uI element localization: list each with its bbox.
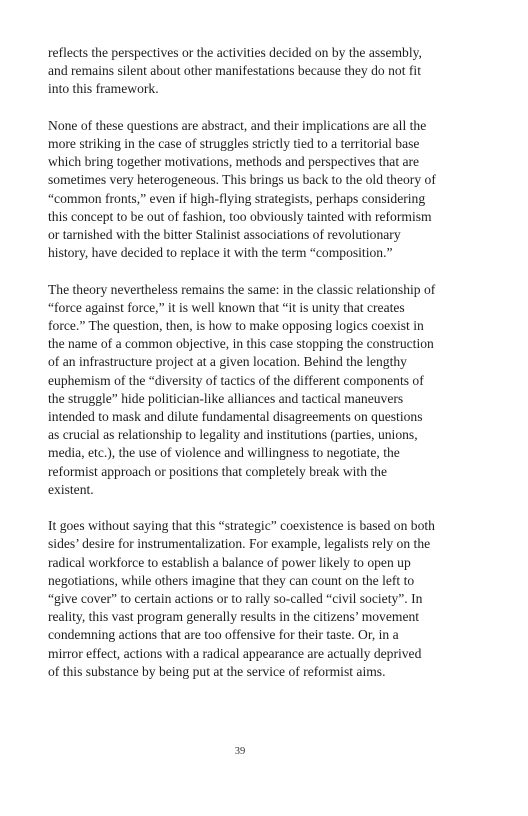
paragraph: None of these questions are abstract, and their implications are all the more striking in the case of struggles strictly tied to a territorial base which bring together motivations, methods and perspectives that are sometimes very heterogeneous. This brings us back to the old theory of “common fronts,” even if high-flying strategists, perhaps considering this concept to be out of fashion, too obviously tainted with reformism or tarnished with the bitter Stalinist associations of revolutionary history, have decided to replace it with the term “composition.”: [48, 117, 436, 261]
body-text: [48, 44, 436, 699]
paragraph: It goes without saying that this “strategic” coexistence is based on both sides’ desire for instrumentalization. For example, legalists rely on the radical workforce to establish a balance of power likely to open up negotiations, while others imagine that they can count on the left to “give cover” to certain actions or to rally so-called “civil society”. In reality, this vast program generally results in the citizens’ movement condemning actions that are too offensive for their taste. Or, in a mirror effect, actions with a radical appearance are actually deprived of this substance by being put at the service of reformist aims.: [48, 518, 435, 679]
page-number: 39: [234, 746, 246, 757]
paragraph: The theory nevertheless remains the same: in the classic relationship of “force against force,” it is well known that “it is unity that creates force.” The question, then, is how to make opposing logics coexist in the name of a common objective, in this case stopping the construction of an infrastructure project at a given location. Behind the lengthy euphemism of the “diversity of tactics of the different components of the struggle” hide politician-like alliances and tactical maneuvers intended to mask and dilute fundamental disagreements on questions as crucial as relationship to legality and institutions (parties, unions, media, etc.), the use of violence and willingness to negotiate, the reformist approach or positions that completely break with the existent.: [48, 281, 436, 497]
paragraph: reflects the perspectives or the activities decided on by the assembly, and remains silent about other manifestations because they do not fit into this framework.: [48, 45, 422, 97]
